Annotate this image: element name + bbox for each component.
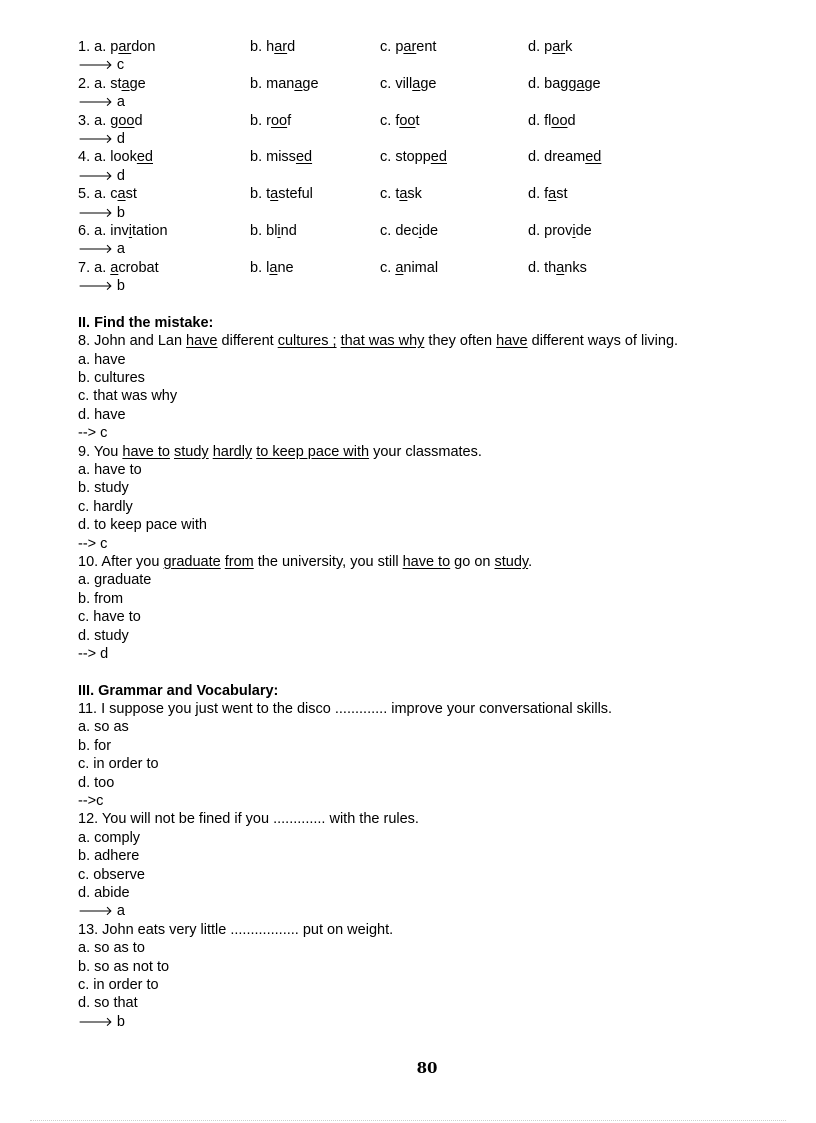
option-c: c. foot <box>380 112 420 129</box>
option-d: d. fast <box>528 186 568 203</box>
answer: 🡒 b <box>78 204 125 221</box>
option-c: c. stopped <box>380 149 447 166</box>
option: c. that was why <box>78 388 178 405</box>
section-title-grammar: III. Grammar and Vocabulary: <box>78 682 279 699</box>
answer: 🡒 a <box>78 903 125 920</box>
option-a: 4. a. looked <box>78 149 153 166</box>
document-page <box>78 38 778 1031</box>
question-11 <box>78 700 778 810</box>
question-text: 8. John and Lan have different cultures ; that was why they often have different ways of living. <box>78 333 679 350</box>
answer: --> c <box>78 535 108 552</box>
option-b: b. tasteful <box>250 186 313 203</box>
option-b: b. lane <box>250 259 294 276</box>
option: a. graduate <box>78 572 152 589</box>
option: b. so as not to <box>78 958 170 975</box>
pronunciation-question-7 <box>78 259 778 277</box>
option: a. have to <box>78 461 142 478</box>
pronunciation-question-2 <box>78 75 778 93</box>
option: c. hardly <box>78 498 133 515</box>
section-title-find-mistake: II. Find the mistake: <box>78 314 214 331</box>
question-text: 11. I suppose you just went to the disco ............. improve your conversational skills. <box>78 701 613 718</box>
option-a: 3. a. good <box>78 112 143 129</box>
option: a. so as <box>78 719 129 736</box>
answer: 🡒 c <box>78 57 125 74</box>
option-c: c. decide <box>380 222 439 239</box>
option: a. so as to <box>78 940 145 957</box>
arrow-icon: 🡒 <box>78 903 113 919</box>
option: d. so that <box>78 995 138 1012</box>
arrow-icon: 🡒 <box>78 167 113 183</box>
question-text: 13. John eats very little ................. put on weight. <box>78 921 394 938</box>
option-c: c. village <box>380 75 437 92</box>
option: c. have to <box>78 609 141 626</box>
pronunciation-question-5 <box>78 185 778 203</box>
option: a. comply <box>78 829 141 846</box>
pronunciation-question-1 <box>78 38 778 56</box>
option: c. observe <box>78 866 145 883</box>
option-a: 7. a. acrobat <box>78 259 159 276</box>
option-d: d. thanks <box>528 259 587 276</box>
answer: --> c <box>78 425 108 442</box>
answer: -->c <box>78 793 104 810</box>
option-b: b. hard <box>250 39 296 55</box>
question-9 <box>78 443 778 553</box>
option-d: d. provide <box>528 222 592 239</box>
option-d: d. park <box>528 39 573 55</box>
option: c. in order to <box>78 756 159 773</box>
question-8 <box>78 332 778 442</box>
arrow-icon: 🡒 <box>78 1013 113 1029</box>
arrow-icon: 🡒 <box>78 204 113 220</box>
option: d. abide <box>78 884 130 901</box>
arrow-icon: 🡒 <box>78 241 113 257</box>
question-text: 10. After you graduate from the university, you still have to go on study. <box>78 553 533 570</box>
option-a: 2. a. stage <box>78 75 146 92</box>
option-c: c. animal <box>380 259 439 276</box>
option-a: 5. a. cast <box>78 186 137 203</box>
option-d: d. flood <box>528 112 576 129</box>
option-d: d. baggage <box>528 75 601 92</box>
option: d. to keep pace with <box>78 517 207 534</box>
option: d. too <box>78 774 115 791</box>
question-text: 12. You will not be fined if you ............. with the rules. <box>78 811 419 828</box>
option: c. in order to <box>78 976 159 993</box>
question-12 <box>78 810 778 920</box>
footer-divider <box>30 1120 786 1121</box>
option-b: b. manage <box>250 75 319 92</box>
pronunciation-question-3 <box>78 112 778 130</box>
option: b. from <box>78 590 124 607</box>
arrow-icon: 🡒 <box>78 57 113 73</box>
question-text: 9. You have to study hardly to keep pace with your classmates. <box>78 443 482 460</box>
answer: 🡒 a <box>78 241 125 258</box>
answer: 🡒 d <box>78 130 125 147</box>
arrow-icon: 🡒 <box>78 130 113 146</box>
option: b. for <box>78 737 112 754</box>
option-b: b. missed <box>250 149 313 166</box>
option: a. have <box>78 351 126 368</box>
answer: 🡒 d <box>78 167 125 184</box>
option: d. have <box>78 406 126 423</box>
page-number: 80 <box>416 1059 438 1077</box>
option-a: 6. a. invitation <box>78 222 168 239</box>
arrow-icon: 🡒 <box>78 278 113 294</box>
option-b: b. roof <box>250 112 292 129</box>
option-c: c. task <box>380 186 422 203</box>
option: b. study <box>78 480 129 497</box>
pronunciation-question-4 <box>78 148 778 166</box>
option: d. study <box>78 627 129 644</box>
question-10 <box>78 553 778 663</box>
pronunciation-section <box>78 38 778 295</box>
option-c: c. parent <box>380 39 437 55</box>
answer: 🡒 b <box>78 278 125 295</box>
option: b. adhere <box>78 848 140 865</box>
option: b. cultures <box>78 370 145 387</box>
option-d: d. dreamed <box>528 149 602 166</box>
option-a: 1. a. pardon <box>78 39 156 55</box>
answer: 🡒 b <box>78 1013 125 1030</box>
pronunciation-question-6 <box>78 222 778 240</box>
question-13 <box>78 921 778 1031</box>
answer: --> d <box>78 645 109 662</box>
arrow-icon: 🡒 <box>78 94 113 110</box>
option-b: b. blind <box>250 222 297 239</box>
answer: 🡒 a <box>78 94 125 111</box>
